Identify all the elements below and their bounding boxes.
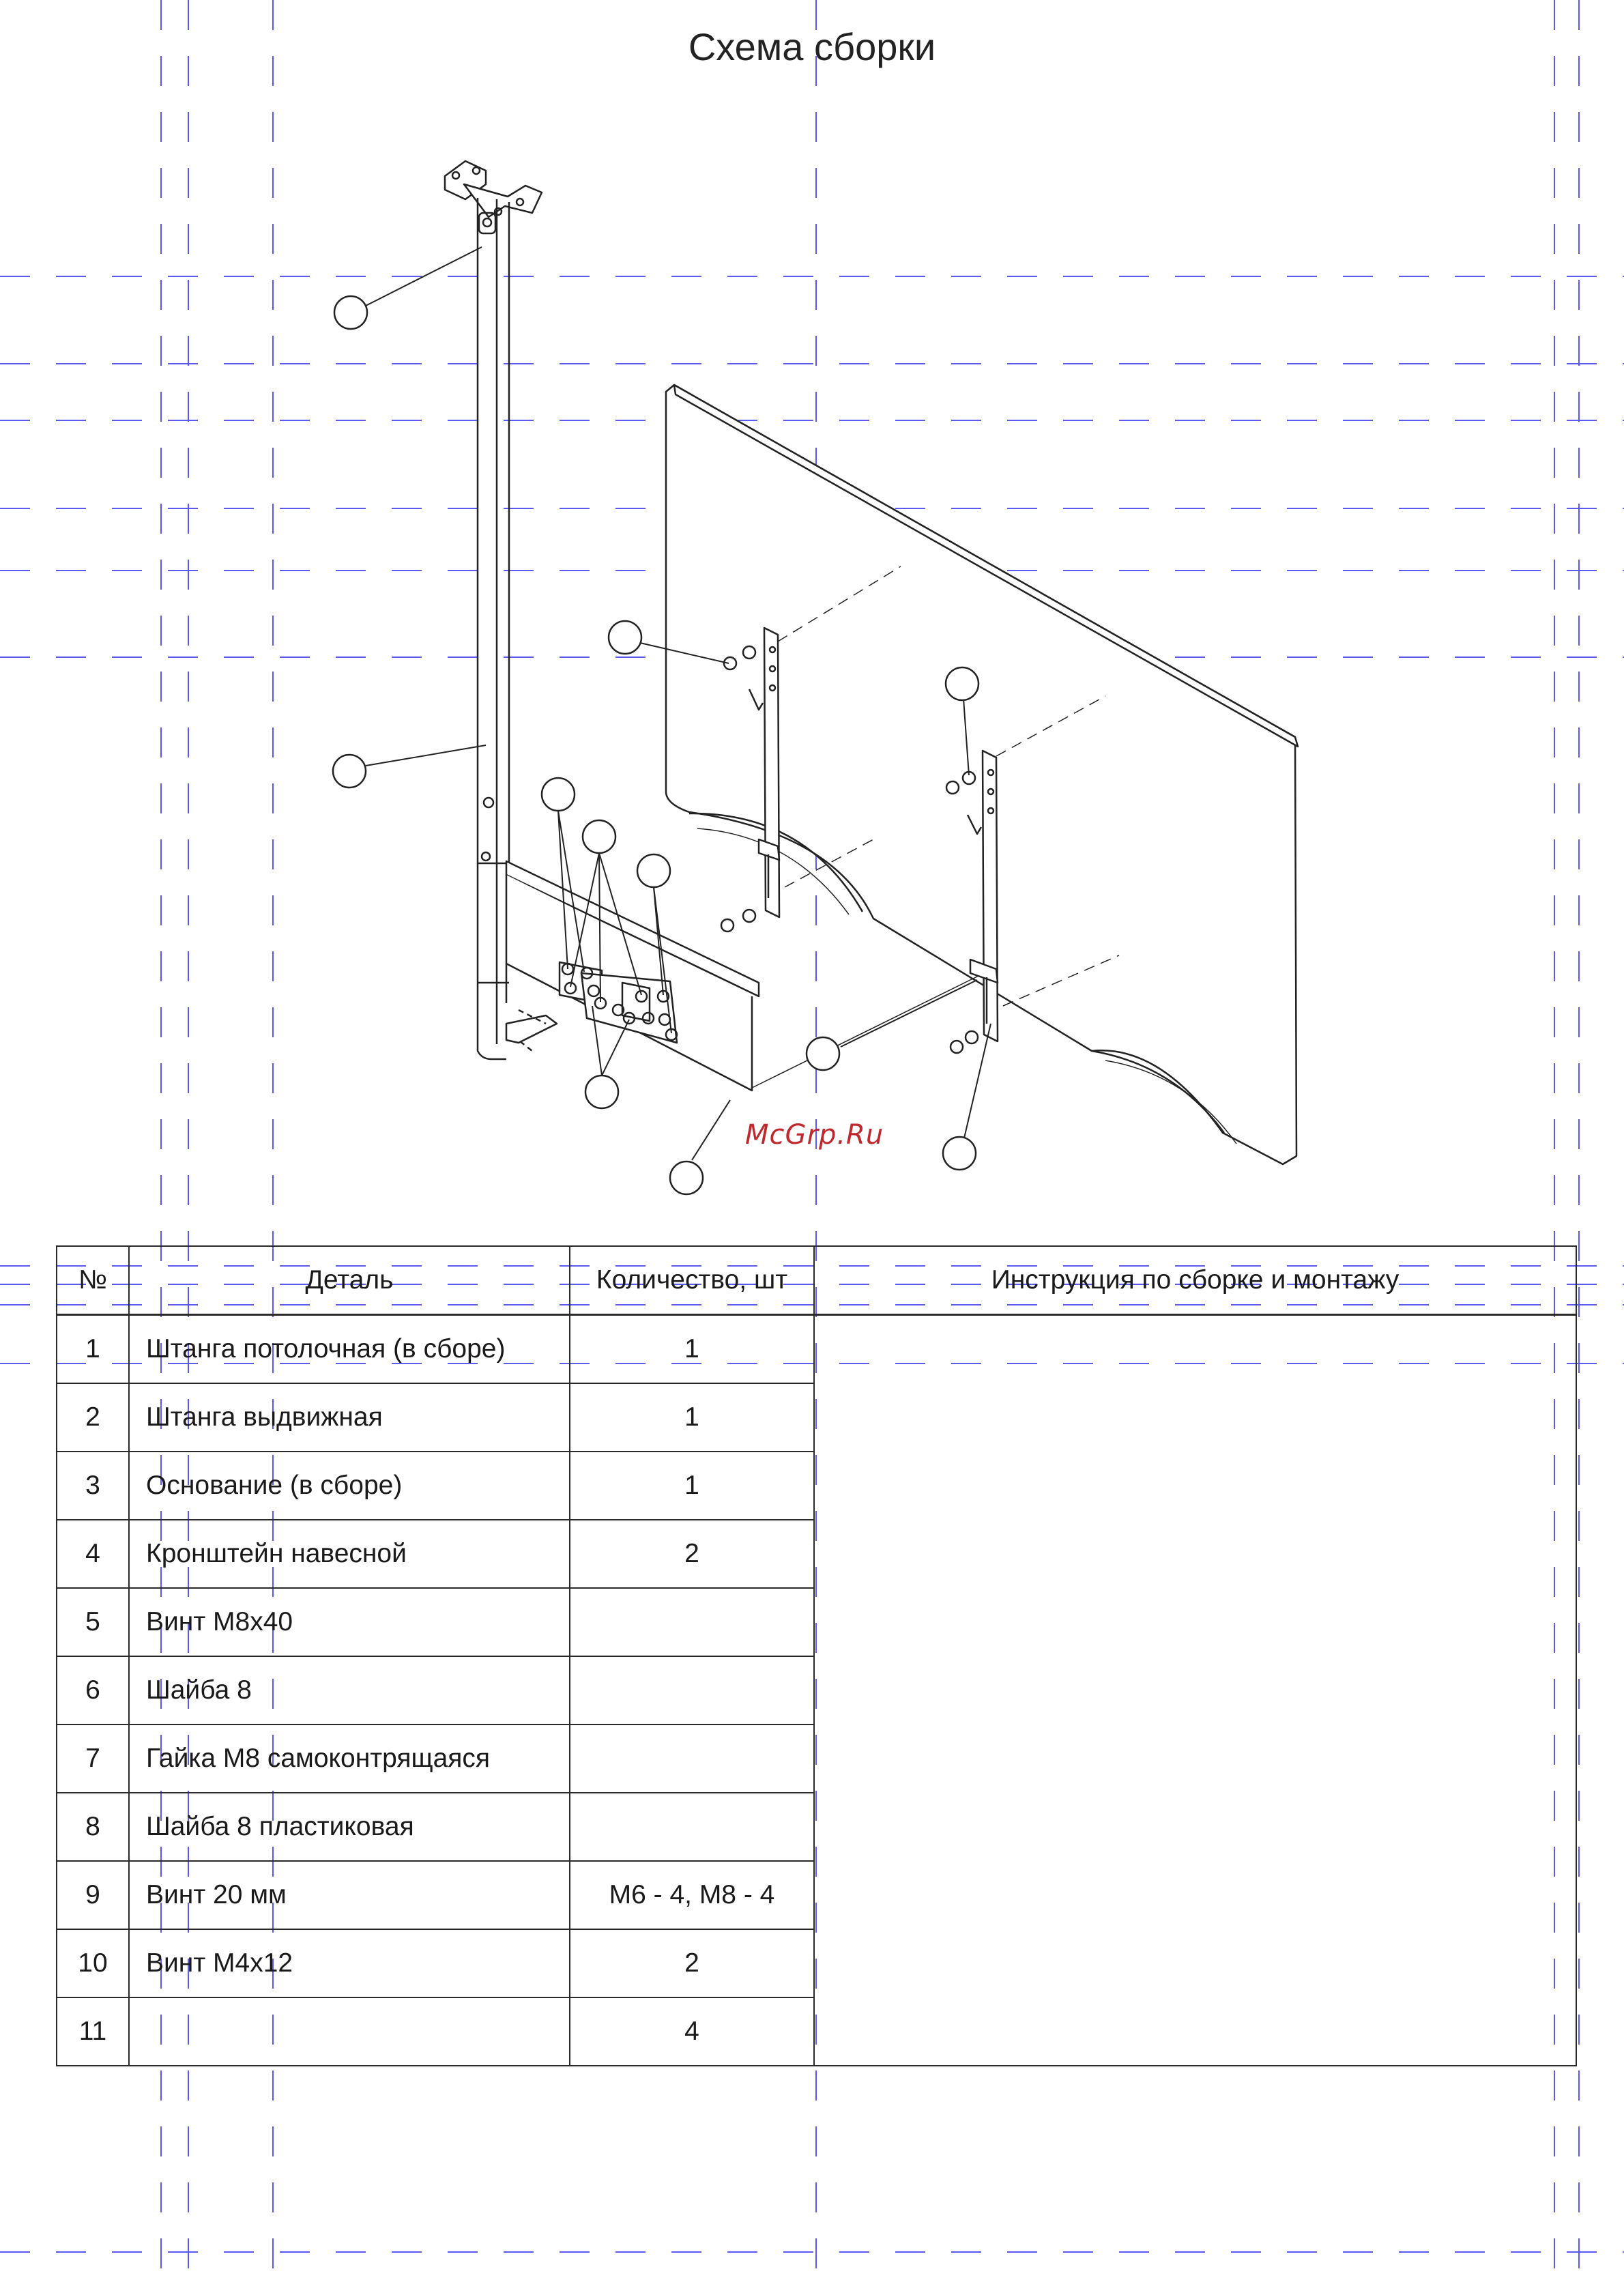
row-qty: 2 (570, 1929, 814, 1997)
row-num: 8 (57, 1793, 129, 1861)
header-num: № (57, 1246, 129, 1315)
row-part: Винт М4х12 (129, 1929, 570, 1997)
row-qty: М6 - 4, М8 - 4 (570, 1861, 814, 1929)
row-num: 11 (57, 1997, 129, 2066)
row-part: Штанга потолочная (в сборе) (129, 1315, 570, 1384)
row-num: 2 (57, 1383, 129, 1452)
row-part (129, 1997, 570, 2066)
row-part: Винт М8х40 (129, 1588, 570, 1656)
row-part: Шайба 8 (129, 1656, 570, 1725)
row-num: 3 (57, 1452, 129, 1520)
header-qty: Количество, шт (570, 1246, 814, 1315)
row-num: 10 (57, 1929, 129, 1997)
row-qty (570, 1725, 814, 1793)
row-num: 6 (57, 1656, 129, 1725)
row-part: Штанга выдвижная (129, 1383, 570, 1452)
row-num: 9 (57, 1861, 129, 1929)
row-num: 4 (57, 1520, 129, 1588)
parts-table (56, 1245, 1577, 2066)
row-qty: 1 (570, 1452, 814, 1520)
header-part: Деталь (129, 1246, 570, 1315)
row-qty: 1 (570, 1315, 814, 1384)
row-num: 7 (57, 1725, 129, 1793)
ceiling-mount-plate (445, 161, 542, 217)
ceiling-pole (478, 198, 509, 1059)
row-num: 1 (57, 1315, 129, 1384)
row-qty (570, 1793, 814, 1861)
table-row (57, 1315, 1576, 1384)
header-instructions: Инструкция по сборке и монтажу (814, 1246, 1576, 1315)
row-qty: 4 (570, 1997, 814, 2066)
row-part: Гайка М8 самоконтрящаяся (129, 1725, 570, 1793)
row-part: Шайба 8 пластиковая (129, 1793, 570, 1861)
instructions-cell (814, 1315, 1576, 2066)
row-qty: 1 (570, 1383, 814, 1452)
row-qty: 2 (570, 1520, 814, 1588)
row-part: Основание (в сборе) (129, 1452, 570, 1520)
row-part: Винт 20 мм (129, 1861, 570, 1929)
watermark: McGrp.Ru (745, 1119, 884, 1151)
page-title: Схема сборки (688, 25, 936, 68)
table-header-row (57, 1246, 1576, 1315)
row-num: 5 (57, 1588, 129, 1656)
row-qty (570, 1588, 814, 1656)
row-part: Кронштейн навесной (129, 1520, 570, 1588)
row-qty (570, 1656, 814, 1725)
base-bracket (506, 861, 759, 1091)
